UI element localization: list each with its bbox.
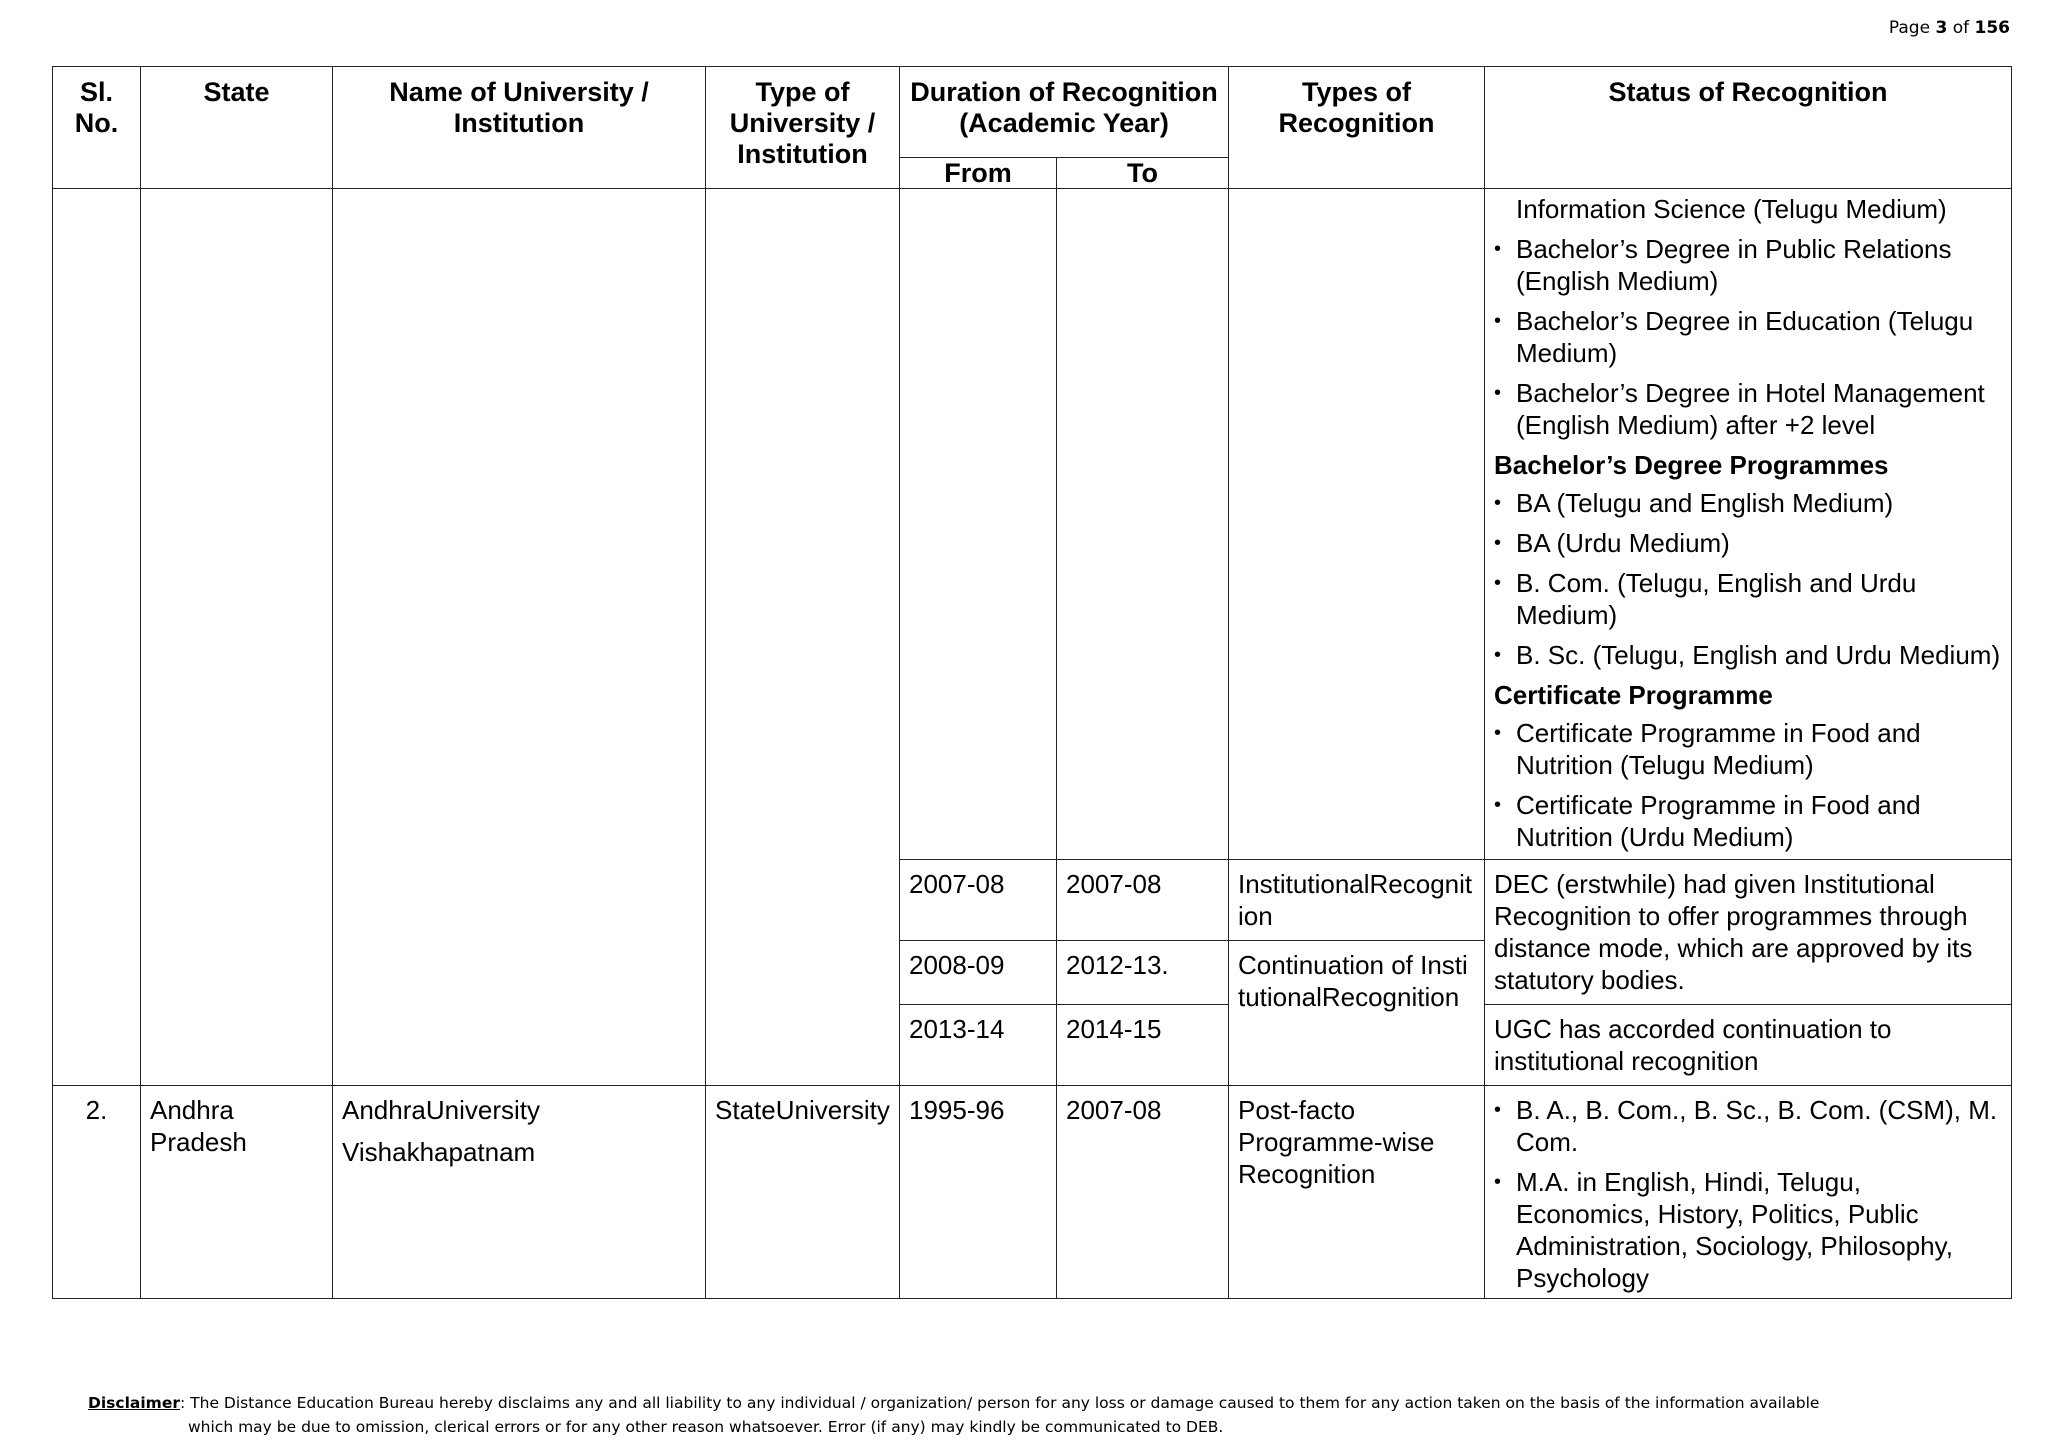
page-number: [1889, 18, 2010, 38]
header-state: State: [141, 67, 333, 189]
status-cell: [1485, 1086, 2012, 1299]
disclaimer-colon: :: [180, 1394, 186, 1412]
section-heading-bachelor: Bachelor’s Degree Programmes: [1494, 450, 1889, 480]
header-status: Status of Recognition: [1485, 67, 2012, 189]
to-cell: 2012-13.: [1057, 941, 1229, 1005]
header-types-of-recognition: Types of Recognition: [1229, 67, 1485, 189]
recognition-type-cell: Post-facto Programme-wise Recognition: [1229, 1086, 1485, 1299]
list-item: • Certificate Programme in Food and Nutrition (Telugu Medium): [1494, 717, 2002, 781]
row1-recognition-empty: [1229, 189, 1485, 860]
university-name: AndhraUniversity: [342, 1095, 540, 1125]
state-cell: Andhra Pradesh: [141, 1086, 333, 1299]
header-to: To: [1057, 158, 1229, 189]
row1-from-empty: [900, 189, 1057, 860]
list-item: • B. A., B. Com., B. Sc., B. Com. (CSM), M. Com.: [1494, 1094, 2002, 1158]
to-cell: 2007-08: [1057, 1086, 1229, 1299]
page-number-separator: of: [1947, 18, 1975, 38]
list-item: • BA (Telugu and English Medium): [1494, 487, 2002, 519]
recognition-table: [52, 66, 2012, 1299]
page-number-prefix: Page: [1888, 18, 1936, 38]
header-sl-no: Sl. No.: [53, 67, 141, 189]
sl-no-cell: 2.: [53, 1086, 141, 1299]
row1-type-cell: [706, 189, 900, 1086]
header-duration: Duration of Recognition (Academic Year): [900, 67, 1229, 158]
list-item: • Bachelor’s Degree in Hotel Management (English Medium) after +2 level: [1494, 377, 2002, 441]
to-cell: 2014-15: [1057, 1005, 1229, 1086]
page-total: 156: [1974, 18, 2010, 38]
list-item: • Bachelor’s Degree in Education (Telugu Medium): [1494, 305, 2002, 369]
list-item: • Bachelor’s Degree in Public Relations (English Medium): [1494, 233, 2002, 297]
header-university-name: Name of University / Institution: [333, 67, 706, 189]
row1-sl-cell: [53, 189, 141, 1086]
from-cell: 1995-96: [900, 1086, 1057, 1299]
list-item: • M.A. in English, Hindi, Telugu, Economics, History, Politics, Public Administration, Sociology, Philosophy, Psychology: [1494, 1166, 2002, 1294]
status-list-andhra: [1494, 1094, 2002, 1294]
disclaimer-line2: which may be due to omission, clerical errors or for any other reason whatsoever. Error (if any) may kindly be communicated to DEB.: [188, 1418, 1224, 1436]
section-heading-certificate: Certificate Programme: [1494, 680, 1773, 710]
status-continued-line: Information Science (Telugu Medium): [1516, 194, 1947, 224]
row1-to-empty: [1057, 189, 1229, 860]
recognition-type-cell: InstitutionalRecognition: [1229, 860, 1485, 941]
header-from: From: [900, 158, 1057, 189]
university-name-cell: [333, 1086, 706, 1299]
list-item: • Certificate Programme in Food and Nutrition (Urdu Medium): [1494, 789, 2002, 853]
row1-state-cell: [141, 189, 333, 1086]
disclaimer: [88, 1391, 1968, 1439]
status-ugc-cell: UGC has accorded continuation to institutional recognition: [1485, 1005, 2012, 1086]
row1-name-cell: [333, 189, 706, 1086]
from-cell: 2013-14: [900, 1005, 1057, 1086]
disclaimer-line1: The Distance Education Bureau hereby disclaims any and all liability to any individual / organization/ person for any loss or damage caused to them for any action taken on the basis of the information available: [190, 1394, 1820, 1412]
list-item: • BA (Urdu Medium): [1494, 527, 2002, 559]
header-row: [53, 67, 2012, 158]
recognition-type-cell: Continuation of InstitutionalRecognition: [1229, 941, 1485, 1086]
page-current: 3: [1935, 18, 1948, 38]
status-dec-cell: DEC (erstwhile) had given Institutional Recognition to offer programmes through distance mode, which are approved by its statutory bodies.: [1485, 860, 2012, 1005]
status-list-bachelor: [1494, 487, 2002, 671]
list-item: • B. Sc. (Telugu, English and Urdu Medium): [1494, 639, 2002, 671]
row1-status-cell: [1485, 189, 2012, 860]
status-list-professional: [1494, 233, 2002, 441]
list-item: • B. Com. (Telugu, English and Urdu Medium): [1494, 567, 2002, 631]
status-list-certificate: [1494, 717, 2002, 853]
disclaimer-label: Disclaimer: [88, 1394, 180, 1412]
header-university-type: Type of University / Institution: [706, 67, 900, 189]
table-row: [53, 189, 2012, 860]
to-cell: 2007-08: [1057, 860, 1229, 941]
from-cell: 2008-09: [900, 941, 1057, 1005]
university-type-cell: StateUniversity: [706, 1086, 900, 1299]
from-cell: 2007-08: [900, 860, 1057, 941]
table-row: [53, 1086, 2012, 1299]
university-city: Vishakhapatnam: [342, 1137, 536, 1167]
